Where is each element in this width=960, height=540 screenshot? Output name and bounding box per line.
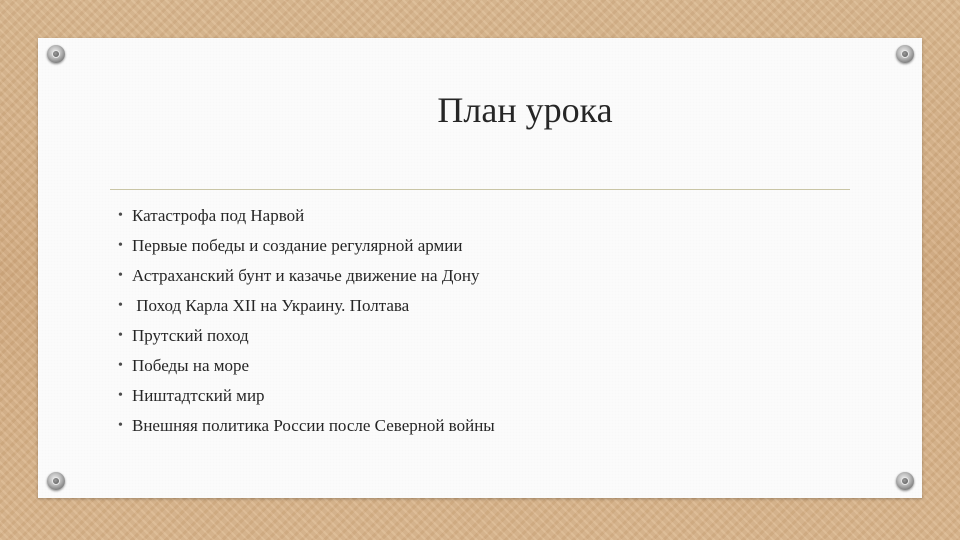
pushpin-icon [47,472,65,490]
bullet-icon: • [118,418,123,433]
list-item [118,231,495,261]
bullet-icon: • [118,358,123,373]
bullet-icon: • [118,328,123,343]
list-item-text: Астраханский бунт и казачье движение на Дону [132,266,480,285]
slide-paper [38,38,922,498]
pushpin-icon [47,45,65,63]
list-item [118,351,495,381]
list-item-text: Внешняя политика России после Северной войны [132,416,495,435]
slide-title: План урока [437,90,613,130]
list-item [118,201,495,231]
title-divider [110,189,850,190]
list-item [118,381,495,411]
list-item [118,411,495,441]
list-item [118,291,495,321]
pushpin-icon [896,472,914,490]
bullet-icon: • [118,268,123,283]
list-item-text: Победы на море [132,356,250,375]
list-item [118,321,495,351]
bullet-icon: • [118,208,123,223]
list-item [118,261,495,291]
list-item-text: Прутский поход [132,326,249,345]
list-item-text: Первые победы и создание регулярной армии [132,236,463,255]
pushpin-icon [896,45,914,63]
lesson-plan-list [118,201,495,441]
bullet-icon: • [118,298,123,313]
bullet-icon: • [118,388,123,403]
bullet-icon: • [118,238,123,253]
list-item-text: Ништадтский мир [132,386,265,405]
list-item-text: Катастрофа под Нарвой [132,206,305,225]
list-item-text: Поход Карла XII на Украину. Полтава [132,296,410,315]
